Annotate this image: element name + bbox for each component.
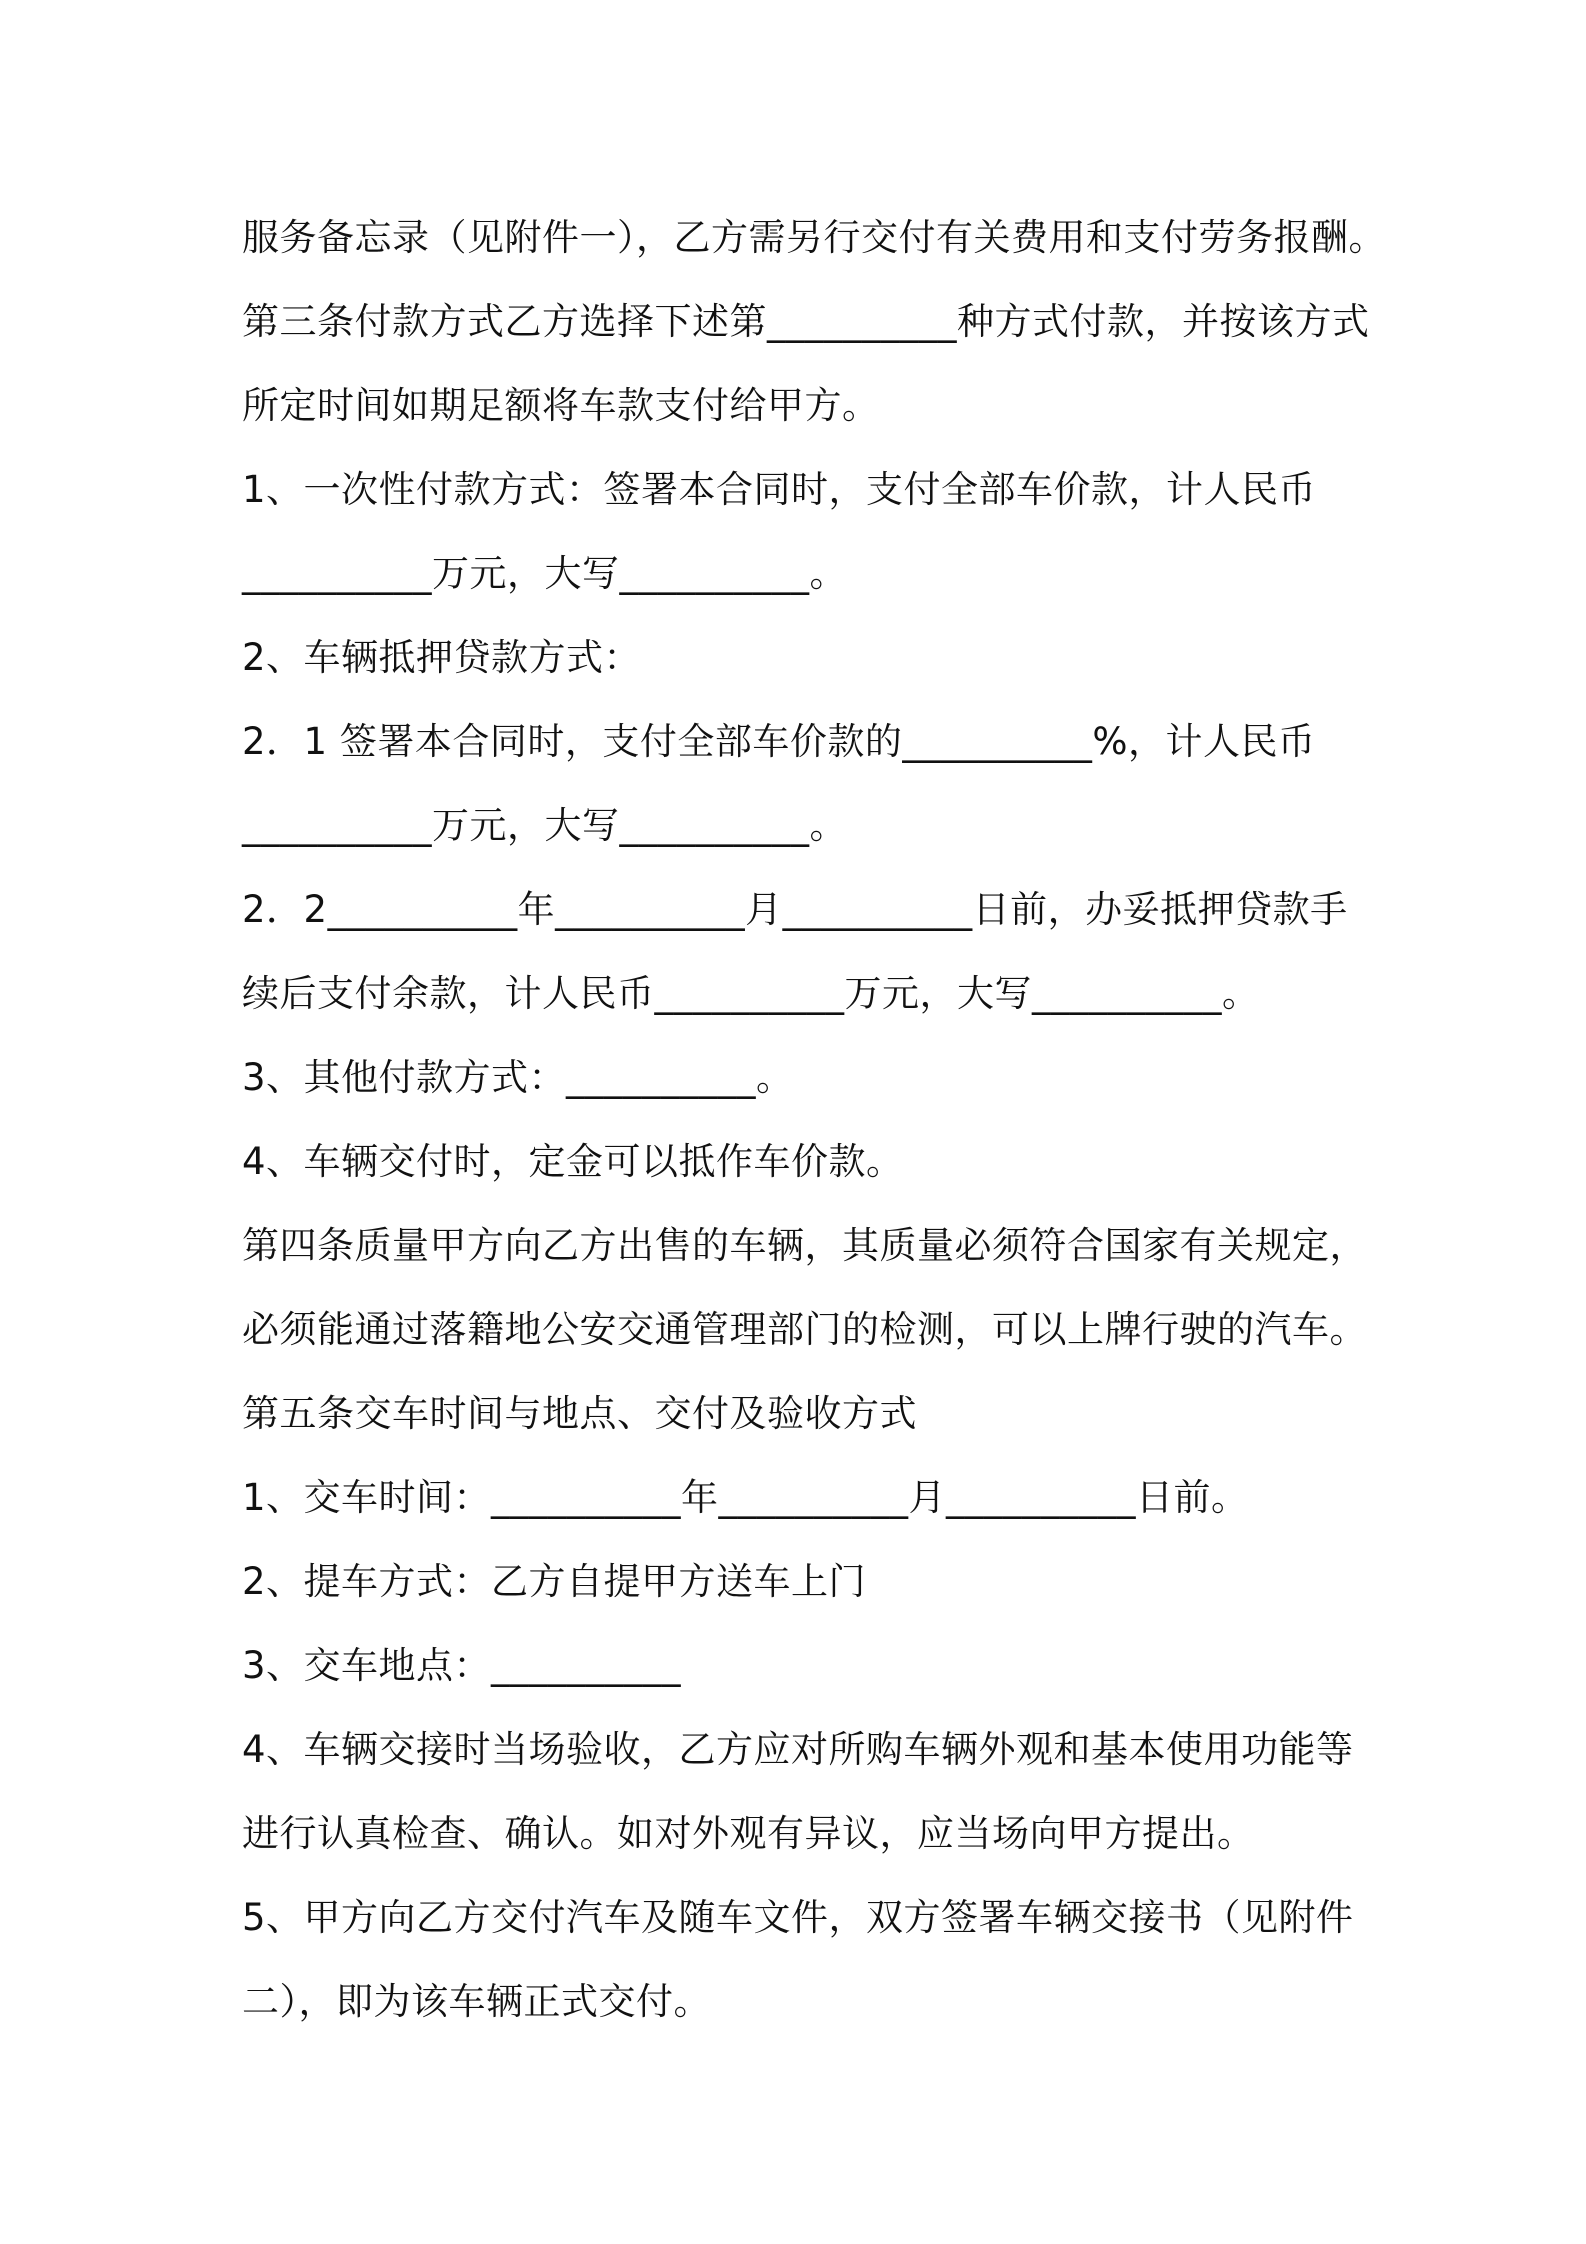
paragraph-line: 1、一次性付款方式：签署本合同时，支付全部车价款，计人民币 xyxy=(242,468,1317,511)
paragraph-line: __________万元，大写__________。 xyxy=(242,804,847,847)
paragraph-line: __________万元，大写__________。 xyxy=(242,552,847,595)
paragraph-line: 3、交车地点：__________ xyxy=(242,1644,682,1687)
paragraph-line: 二），即为该车辆正式交付。 xyxy=(242,1980,711,2023)
document-body xyxy=(242,196,1572,2044)
paragraph-line: 4、车辆交接时当场验收，乙方应对所购车辆外观和基本使用功能等 xyxy=(242,1728,1354,1771)
paragraph-line: 1、交车时间：__________年__________月__________日前。 xyxy=(242,1476,1249,1519)
paragraph-line: 第三条付款方式乙方选择下述第__________种方式付款，并按该方式 xyxy=(242,300,1370,343)
paragraph-line: 续后支付余款，计人民币__________万元，大写__________。 xyxy=(242,972,1260,1015)
paragraph-line: 进行认真检查、确认。如对外观有异议，应当场向甲方提出。 xyxy=(242,1812,1255,1855)
paragraph-line: 2、提车方式：乙方自提甲方送车上门 xyxy=(242,1560,867,1603)
paragraph-line: 所定时间如期足额将车款支付给甲方。 xyxy=(242,384,880,427)
paragraph-line: 2、车辆抵押贷款方式： xyxy=(242,636,642,679)
paragraph-line: 2．1 签署本合同时，支付全部车价款的__________%，计人民币 xyxy=(242,720,1316,763)
paragraph-line: 5、甲方向乙方交付汽车及随车文件，双方签署车辆交接书（见附件 xyxy=(242,1896,1354,1939)
paragraph-line: 必须能通过落籍地公安交通管理部门的检测，可以上牌行驶的汽车。 xyxy=(242,1308,1367,1351)
paragraph-line: 第五条交车时间与地点、交付及验收方式 xyxy=(242,1392,917,1435)
paragraph-line: 4、车辆交付时，定金可以抵作车价款。 xyxy=(242,1140,904,1183)
paragraph-line: 服务备忘录（见附件一），乙方需另行交付有关费用和支付劳务报酬。 xyxy=(242,216,1386,259)
paragraph-line: 第四条质量甲方向乙方出售的车辆，其质量必须符合国家有关规定， xyxy=(242,1224,1367,1267)
paragraph-line: 3、其他付款方式：__________。 xyxy=(242,1056,794,1099)
paragraph-line: 2．2__________年__________月__________日前，办妥抵押贷款手 xyxy=(242,888,1348,931)
